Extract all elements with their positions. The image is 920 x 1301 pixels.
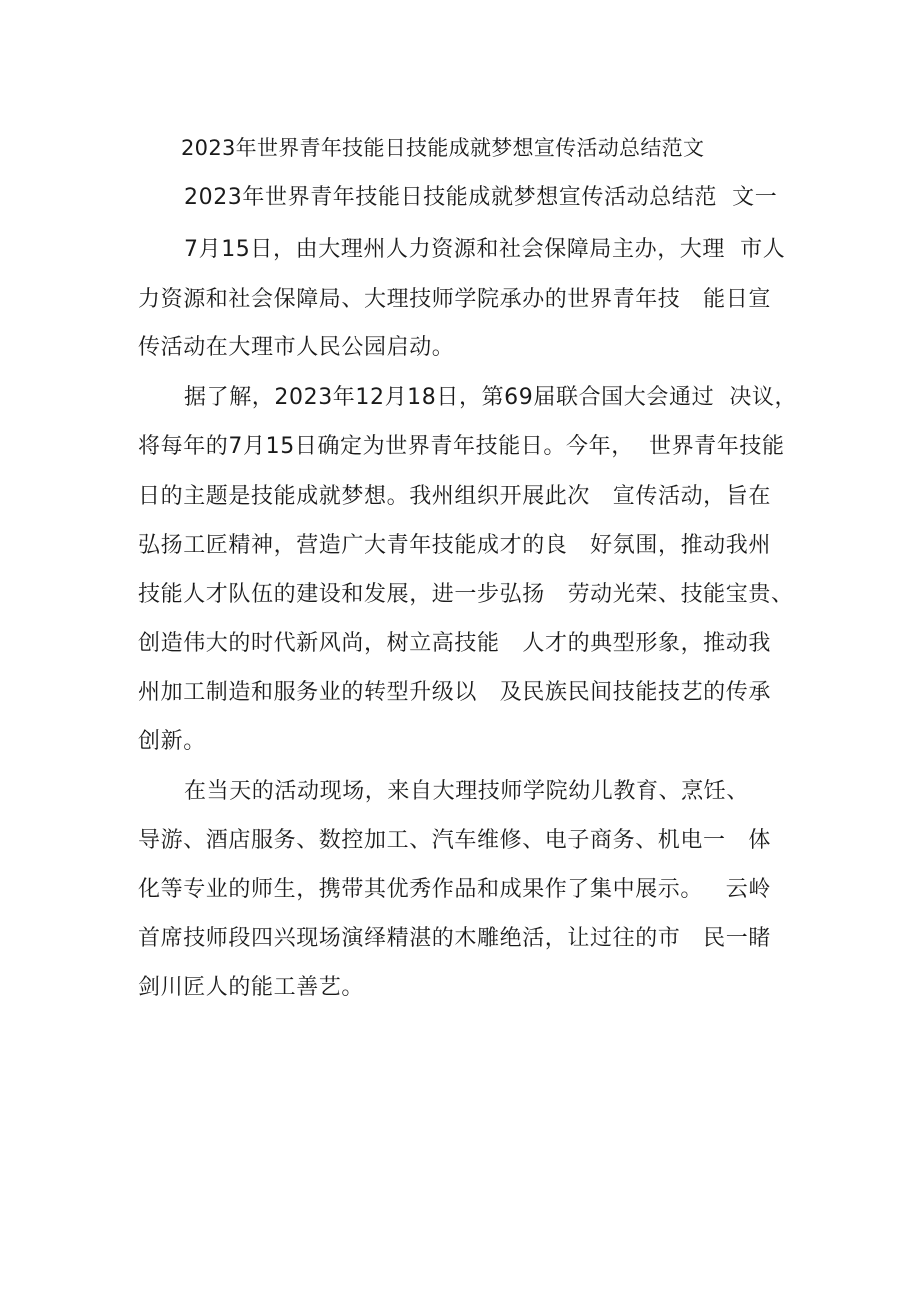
paragraph-2-line-1: 据了解，2023年12月18日，第69届联合国大会通过 决议，: [184, 385, 798, 410]
paragraph-3-line-2: 导游、酒店服务、数控加工、汽车维修、电子商务、机电一 体: [138, 828, 771, 853]
paragraph-1-line-1: 7月15日，由大理州人力资源和社会保障局主办，大理 市人: [184, 237, 786, 262]
paragraph-1-line-3: 传活动在大理市人民公园启动。: [138, 335, 455, 360]
paragraph-2-line-8: 创新。: [138, 729, 206, 754]
paragraph-3-line-5: 剑川匠人的能工善艺。: [138, 975, 365, 1000]
document-subtitle: 2023年世界青年技能日技能成就梦想宣传活动总结范 文一: [184, 185, 778, 210]
document-title: 2023年世界青年技能日技能成就梦想宣传活动总结范文: [181, 136, 705, 160]
paragraph-2-line-4: 弘扬工匠精神，营造广大青年技能成才的良 好氛围，推动我州: [138, 533, 771, 558]
paragraph-3-line-1: 在当天的活动现场，来自大理技师学院幼儿教育、烹饪、: [184, 779, 750, 804]
paragraph-1-line-2: 力资源和社会保障局、大理技师学院承办的世界青年技 能日宣: [138, 287, 771, 312]
paragraph-3-line-4: 首席技师段四兴现场演绎精湛的木雕绝活，让过往的市 民一睹: [138, 926, 771, 951]
paragraph-2-line-6: 创造伟大的时代新风尚，树立高技能 人才的典型形象，推动我: [138, 631, 771, 656]
paragraph-2-line-3: 日的主题是技能成就梦想。我州组织开展此次 宣传活动，旨在: [138, 484, 771, 509]
paragraph-2-line-5: 技能人才队伍的建设和发展，进一步弘扬 劳动光荣、技能宝贵、: [138, 582, 794, 607]
paragraph-2-line-7: 州加工制造和服务业的转型升级以 及民族民间技能技艺的传承: [138, 680, 771, 705]
paragraph-3-line-3: 化等专业的师生，携带其优秀作品和成果作了集中展示。 云岭: [138, 877, 771, 902]
paragraph-2-line-2: 将每年的7月15日确定为世界青年技能日。今年， 世界青年技能: [138, 434, 785, 459]
